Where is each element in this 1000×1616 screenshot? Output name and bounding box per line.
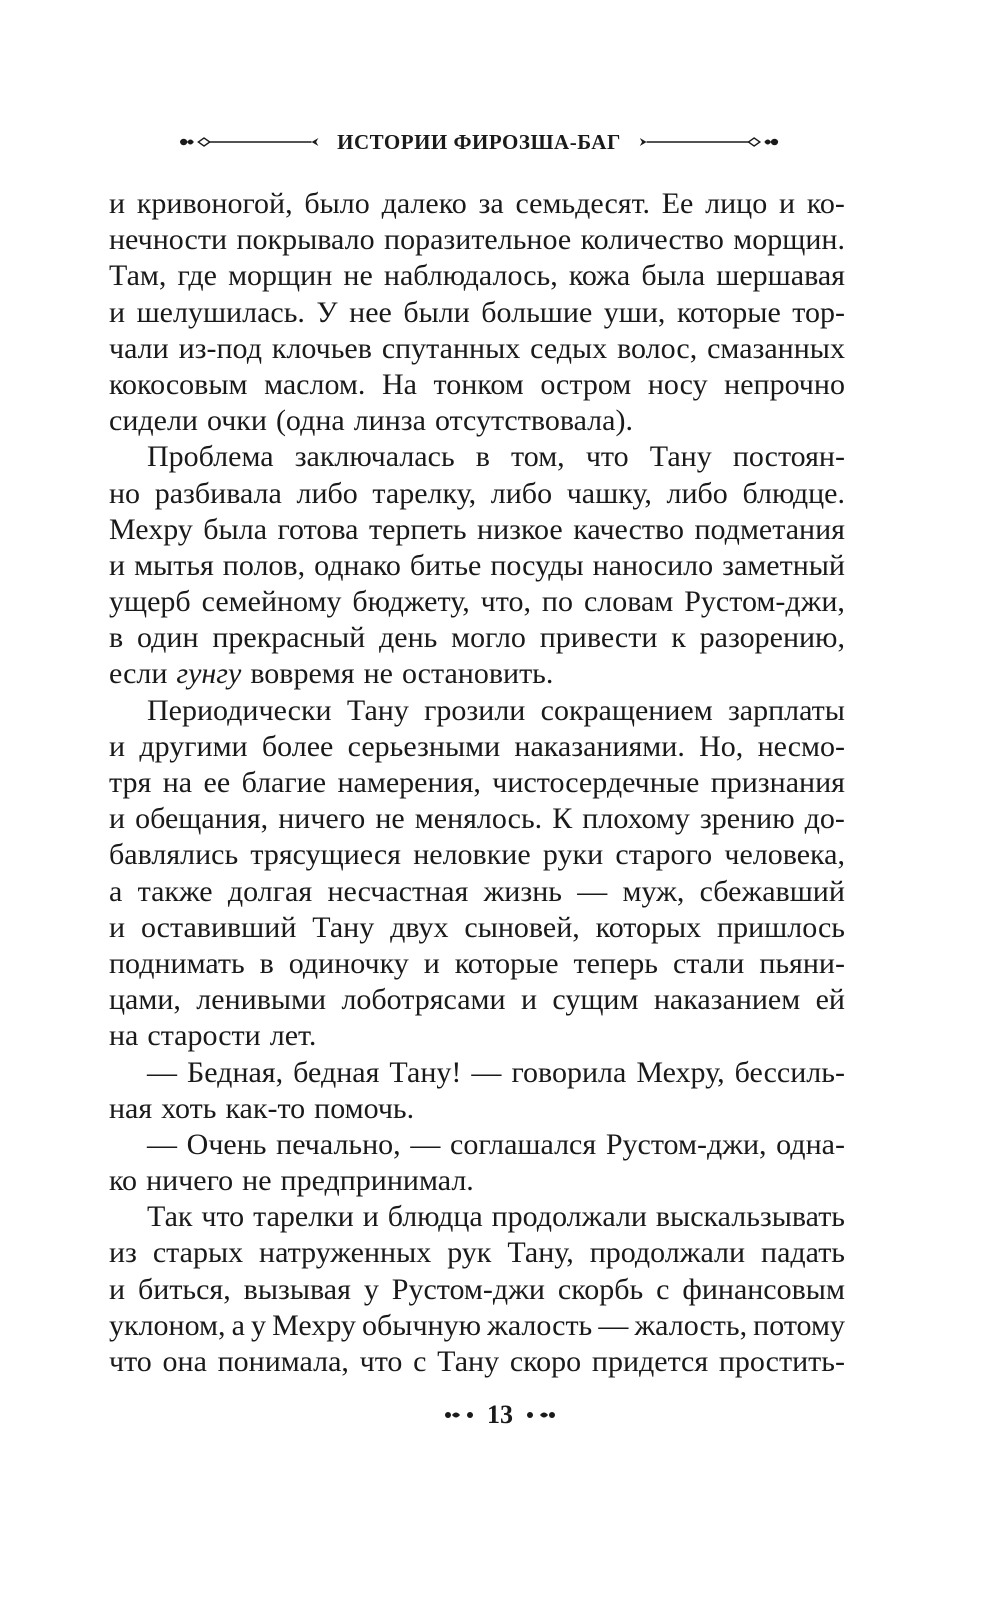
word: пьяни- — [759, 946, 845, 980]
word: жалость, — [634, 1308, 748, 1342]
word: — — [598, 1308, 629, 1342]
text-line — [109, 874, 845, 910]
word: до- — [804, 802, 845, 836]
word: было — [304, 187, 370, 220]
word: печально, — [276, 1127, 401, 1161]
word: падать — [761, 1236, 845, 1270]
word: если — [109, 657, 168, 691]
word: терпеть — [368, 512, 467, 546]
word: смазанных — [707, 331, 845, 365]
word: у — [251, 1308, 267, 1342]
text-line — [109, 1055, 845, 1091]
word: не — [363, 657, 393, 691]
word: старых — [152, 1236, 244, 1270]
word: из — [109, 1236, 137, 1270]
word: были — [403, 295, 470, 329]
word: не — [375, 802, 405, 836]
word: бюджету, — [352, 585, 470, 619]
word: Бедная, — [187, 1055, 284, 1089]
word: уши, — [603, 295, 666, 329]
word: привести — [539, 621, 658, 655]
word: К — [552, 802, 573, 836]
word: тарелки — [253, 1200, 354, 1234]
word: и — [109, 910, 126, 944]
text-line — [109, 1091, 845, 1127]
word: прекрасный — [212, 621, 366, 655]
word: ничего — [278, 802, 366, 836]
word: что — [359, 1345, 403, 1378]
word: нее — [349, 295, 392, 329]
text-line — [109, 1272, 845, 1308]
word: а — [231, 1308, 245, 1342]
text-line — [109, 801, 845, 837]
word: муж, — [622, 874, 685, 908]
word: один — [137, 621, 199, 655]
running-title: ИСТОРИИ ФИРОЗША-БАГ — [337, 129, 621, 154]
word: бавлялись — [109, 838, 239, 872]
word: — — [147, 1127, 177, 1161]
word: и — [109, 187, 126, 220]
text-line — [109, 837, 845, 873]
text-line — [109, 910, 845, 946]
word: и — [423, 946, 440, 980]
word: старого — [615, 838, 713, 872]
word: за — [478, 187, 504, 220]
word: намерения, — [337, 766, 481, 799]
word: ко- — [806, 187, 845, 220]
word: руки — [542, 838, 604, 872]
word: ущерб — [109, 585, 191, 619]
word: поднимать — [109, 946, 245, 980]
word: либо — [666, 476, 728, 510]
word: обычную — [362, 1308, 482, 1342]
word: битье — [409, 548, 482, 582]
word: тор- — [792, 295, 845, 329]
word: линза — [353, 404, 426, 438]
word: лет. — [269, 1019, 317, 1053]
text-line — [109, 693, 845, 729]
word: натруженных — [259, 1236, 432, 1270]
word: могло — [451, 621, 526, 655]
text-line — [109, 1127, 845, 1163]
word: другими — [139, 729, 248, 763]
word: и — [109, 729, 126, 763]
word: седых — [530, 331, 608, 365]
word: и — [779, 187, 796, 220]
text-line — [109, 1018, 845, 1054]
text-line — [109, 1235, 845, 1271]
folio-ornament-left-icon — [443, 1408, 477, 1422]
word: морщин. — [733, 223, 845, 257]
word: предпринимал. — [280, 1164, 474, 1198]
text-line — [109, 476, 845, 512]
word: и — [109, 295, 126, 329]
word: теперь — [573, 946, 658, 980]
word: Рустом-джи, — [605, 1127, 767, 1161]
word: семьдесят. — [515, 187, 650, 220]
ornament-right-icon — [633, 132, 780, 152]
word: Там, — [109, 259, 167, 293]
word: как-то — [225, 1091, 306, 1125]
running-header — [178, 122, 780, 162]
word: Тану — [649, 440, 712, 474]
word: двух — [390, 910, 449, 944]
word: и — [109, 802, 126, 836]
word: ей — [815, 983, 845, 1017]
word: несмо- — [757, 729, 845, 763]
word: трясущиеся — [250, 838, 401, 872]
word: зарплаты — [727, 693, 845, 727]
word: с — [413, 1345, 427, 1378]
word: выскальзывать — [655, 1200, 845, 1234]
word: и — [109, 548, 126, 582]
text-line — [109, 403, 845, 439]
word: не — [242, 1164, 272, 1198]
word: кокосовым — [109, 367, 248, 401]
body-text — [109, 186, 845, 1380]
word: ная — [109, 1091, 153, 1125]
word: ко — [109, 1164, 138, 1198]
text-line — [109, 1308, 845, 1344]
word: заключалась — [294, 440, 455, 474]
word: уклоном, — [109, 1308, 226, 1342]
word: Проблема — [147, 440, 274, 474]
word: менялось. — [414, 802, 543, 836]
word: несчастная — [327, 874, 469, 908]
ornament-left-icon — [178, 132, 325, 152]
word: понимала, — [217, 1345, 349, 1378]
word: сбежавший — [699, 874, 845, 908]
word: но — [109, 476, 141, 510]
word: кривоногой, — [136, 187, 293, 220]
word: Периодически — [147, 693, 332, 727]
word: одиночку — [288, 946, 409, 980]
word: — — [410, 1127, 441, 1161]
word: в — [475, 440, 490, 474]
word: день — [379, 621, 438, 655]
word: продолжали — [491, 1200, 647, 1234]
word: где — [177, 259, 217, 293]
word: пришлось — [717, 910, 845, 944]
word: Так — [147, 1200, 193, 1234]
text-line — [109, 512, 845, 548]
word: которые — [454, 946, 559, 980]
word: очки — [206, 404, 267, 438]
word: на — [162, 766, 193, 799]
word: обещания, — [135, 802, 269, 836]
word: ничего — [146, 1164, 234, 1198]
text-line — [109, 1163, 845, 1199]
word: простить- — [718, 1345, 845, 1378]
word: остром — [540, 367, 632, 401]
word: подметания — [694, 512, 845, 546]
word: сидели — [109, 404, 198, 438]
word: в — [109, 621, 124, 655]
word: низкое — [477, 512, 563, 546]
word: человека, — [724, 838, 845, 872]
text-line — [109, 729, 845, 765]
word: вовремя — [250, 657, 355, 691]
word: и — [109, 1272, 126, 1306]
word: мытья — [134, 548, 214, 582]
word: из-под — [178, 331, 262, 365]
word: была — [203, 512, 268, 546]
word: Тану — [437, 1345, 500, 1378]
word: у — [363, 1272, 379, 1306]
word: чали — [109, 331, 169, 365]
word: либо — [490, 476, 553, 510]
text-line — [109, 367, 845, 403]
word: покрывало — [236, 223, 375, 257]
word: придется — [591, 1345, 709, 1378]
word: и — [362, 1200, 379, 1234]
text-line — [109, 295, 845, 331]
word: финансовым — [682, 1272, 845, 1306]
word: продолжали — [589, 1236, 746, 1270]
word: Тану, — [507, 1236, 574, 1270]
word: что, — [480, 585, 531, 619]
word: ленивыми — [196, 983, 327, 1017]
text-line — [109, 982, 845, 1018]
word: благие — [241, 766, 327, 799]
word: по — [541, 585, 573, 619]
word: зрению — [699, 802, 795, 836]
word: жалость — [487, 1308, 593, 1342]
word: блюдца — [387, 1200, 483, 1234]
text-line — [109, 584, 845, 620]
word: что — [109, 1345, 152, 1378]
page-number: 13 — [487, 1400, 513, 1429]
word: оставивший — [140, 910, 297, 944]
word: нечности — [109, 223, 227, 257]
word: долгая — [227, 874, 313, 908]
text-line — [109, 186, 845, 222]
word: гунгу — [176, 657, 242, 691]
word: посуды — [490, 548, 584, 582]
word: плохому — [582, 802, 690, 836]
text-line — [109, 258, 845, 294]
word: бедная — [293, 1055, 380, 1089]
word: стали — [672, 946, 745, 980]
word: к — [671, 621, 686, 655]
word: скорбь — [557, 1272, 644, 1306]
word: неловкие — [413, 838, 531, 872]
word: наказаниями. — [514, 729, 685, 763]
word: и — [520, 983, 538, 1017]
word: клочьев — [271, 331, 372, 365]
word: цами, — [109, 983, 181, 1017]
word: а — [109, 874, 123, 908]
word: соглашался — [450, 1127, 597, 1161]
word: была — [641, 259, 706, 293]
word: далеко — [381, 187, 467, 220]
word: Мехру — [109, 512, 193, 546]
word: Но, — [699, 729, 744, 763]
text-line — [109, 656, 845, 692]
word: постоян- — [732, 440, 845, 474]
word: серьезными — [347, 729, 501, 763]
word: хоть — [161, 1091, 217, 1125]
word: Ее — [661, 187, 694, 220]
word: сокращением — [540, 693, 713, 727]
word: Тану — [312, 910, 375, 944]
text-line — [109, 222, 845, 258]
word: которых — [595, 910, 702, 944]
word: что — [585, 440, 629, 474]
word: спутанных — [381, 331, 521, 365]
word: Мехру — [272, 1308, 356, 1342]
word: грозили — [424, 693, 526, 727]
word: шелушилась. — [136, 295, 305, 329]
word: — — [147, 1055, 177, 1089]
word: заметный — [722, 548, 845, 582]
word: семейному — [201, 585, 342, 619]
word: отсутствовала). — [434, 404, 633, 438]
header-ornament-right — [633, 132, 780, 152]
word: Тану — [346, 693, 409, 727]
header-ornament-left — [178, 132, 325, 152]
word: тарелку, — [372, 476, 477, 510]
word: морщин — [228, 259, 333, 293]
word: лицо — [705, 187, 768, 220]
word: биться, — [138, 1272, 231, 1306]
word: с — [656, 1272, 670, 1306]
word: вызывая — [243, 1272, 351, 1306]
page-folio — [0, 1395, 1000, 1435]
word: помочь. — [314, 1091, 415, 1125]
text-line — [109, 765, 845, 801]
word: большие — [481, 295, 593, 329]
text-line — [109, 331, 845, 367]
word: потому — [753, 1308, 845, 1342]
word: качество — [573, 512, 684, 546]
word: словам — [583, 585, 674, 619]
word: остановить. — [401, 657, 554, 691]
word: более — [261, 729, 334, 763]
word: тонком — [433, 367, 524, 401]
word: скоро — [509, 1345, 582, 1378]
word: жизнь — [483, 874, 562, 908]
word: кожа — [568, 259, 631, 293]
word: Рустом-джи — [391, 1272, 545, 1306]
word: волос, — [617, 331, 698, 365]
word: что — [201, 1200, 245, 1234]
word: У — [316, 295, 338, 329]
word: Очень — [186, 1127, 267, 1161]
word: том, — [511, 440, 565, 474]
word: (одна — [275, 404, 345, 438]
word: носу — [647, 367, 708, 401]
word: наблюдалось, — [383, 259, 558, 293]
word: сыновей, — [464, 910, 580, 944]
word: на — [109, 1019, 139, 1053]
word: также — [137, 874, 213, 908]
word: либо — [296, 476, 358, 510]
word: полов, — [222, 548, 306, 582]
text-line — [109, 439, 845, 475]
word: не — [343, 259, 373, 293]
word: говорила — [511, 1055, 627, 1089]
word: одна- — [776, 1127, 845, 1161]
word: которые — [676, 295, 781, 329]
word: маслом. — [264, 367, 366, 401]
word: наносило — [592, 548, 714, 582]
word: она — [162, 1345, 207, 1378]
text-line — [109, 946, 845, 982]
word: наказанием — [653, 983, 801, 1017]
word: Мехру, — [636, 1055, 725, 1089]
word: чашку, — [566, 476, 652, 510]
word: На — [381, 367, 417, 401]
word: чистосердечные — [492, 766, 700, 799]
word: ее — [203, 766, 231, 799]
word: сущим — [552, 983, 639, 1017]
word: рук — [447, 1236, 492, 1270]
word: поразительное — [384, 223, 572, 257]
word: разорению, — [699, 621, 845, 655]
word: — — [577, 874, 608, 908]
word: Тану! — [389, 1055, 462, 1089]
word: однако — [314, 548, 401, 582]
word: непрочно — [724, 367, 845, 401]
text-line — [109, 548, 845, 584]
word: разбивала — [154, 476, 282, 510]
word: количество — [580, 223, 724, 257]
word: блюдце. — [742, 476, 845, 510]
folio-ornament-right-icon — [523, 1408, 557, 1422]
text-line — [109, 1344, 845, 1380]
word: лоботрясами — [341, 983, 506, 1017]
word: — — [471, 1055, 502, 1089]
word: шершавая — [716, 259, 845, 293]
text-line — [109, 620, 845, 656]
word: тря — [109, 766, 152, 799]
word: готова — [277, 512, 359, 546]
word: признания — [710, 766, 845, 799]
word: в — [259, 946, 274, 980]
word: старости — [147, 1019, 261, 1053]
word: бессиль- — [734, 1055, 845, 1089]
text-line — [109, 1199, 845, 1235]
word: Рустом-джи, — [684, 585, 845, 619]
